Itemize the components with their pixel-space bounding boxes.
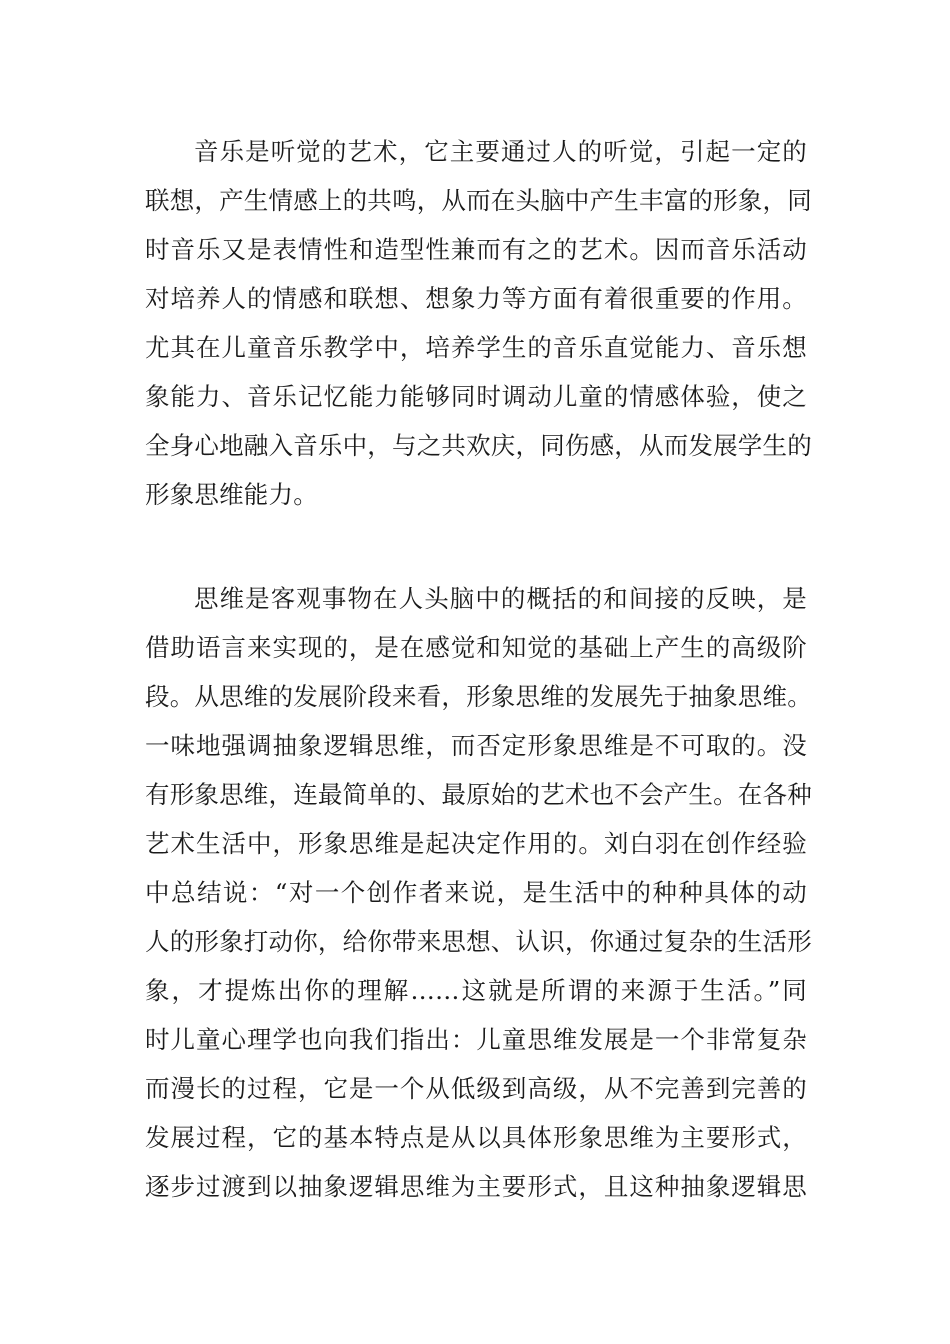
paragraph-line: 象，才提炼出你的理解……这就是所谓的来源于生活。”同 bbox=[145, 976, 807, 1005]
paragraph-line: 音乐是听觉的艺术，它主要通过人的听觉，引起一定的 bbox=[194, 137, 807, 166]
paragraph-line: 逐步过渡到以抽象逻辑思维为主要形式，且这种抽象逻辑思 bbox=[145, 1172, 807, 1201]
paragraph-line: 发展过程，它的基本特点是从以具体形象思维为主要形式， bbox=[145, 1123, 807, 1152]
paragraph-line: 段。从思维的发展阶段来看，形象思维的发展先于抽象思维。 bbox=[145, 682, 812, 711]
paragraph-line: 形象思维能力。 bbox=[145, 480, 318, 509]
paragraph-line: 一味地强调抽象逻辑思维，而否定形象思维是不可取的。没 bbox=[145, 731, 807, 760]
paragraph-line: 而漫长的过程，它是一个从低级到高级，从不完善到完善的 bbox=[145, 1074, 807, 1103]
paragraph-line: 有形象思维，连最简单的、最原始的艺术也不会产生。在各种 bbox=[145, 780, 812, 809]
paragraph-line: 中总结说：“对一个创作者来说，是生活中的种种具体的动 bbox=[145, 878, 807, 907]
paragraph-line: 对培养人的情感和联想、想象力等方面有着很重要的作用。 bbox=[145, 284, 807, 313]
paragraph-line: 借助语言来实现的，是在感觉和知觉的基础上产生的高级阶 bbox=[145, 633, 807, 662]
paragraph-line: 尤其在儿童音乐教学中，培养学生的音乐直觉能力、音乐想 bbox=[145, 333, 807, 362]
paragraph-line: 全身心地融入音乐中，与之共欢庆，同伤感，从而发展学生的 bbox=[145, 431, 812, 460]
paragraph-line: 时儿童心理学也向我们指出：儿童思维发展是一个非常复杂 bbox=[145, 1025, 807, 1054]
paragraph-line: 联想，产生情感上的共鸣，从而在头脑中产生丰富的形象，同 bbox=[145, 186, 812, 215]
paragraph-line: 象能力、音乐记忆能力能够同时调动儿童的情感体验，使之 bbox=[145, 382, 807, 411]
paragraph-line: 思维是客观事物在人头脑中的概括的和间接的反映，是 bbox=[194, 584, 807, 613]
paragraph-line: 艺术生活中，形象思维是起决定作用的。刘白羽在创作经验 bbox=[145, 829, 807, 858]
paragraph-line: 人的形象打动你，给你带来思想、认识，你通过复杂的生活形 bbox=[145, 927, 812, 956]
paragraph-line: 时音乐又是表情性和造型性兼而有之的艺术。因而音乐活动 bbox=[145, 235, 807, 264]
